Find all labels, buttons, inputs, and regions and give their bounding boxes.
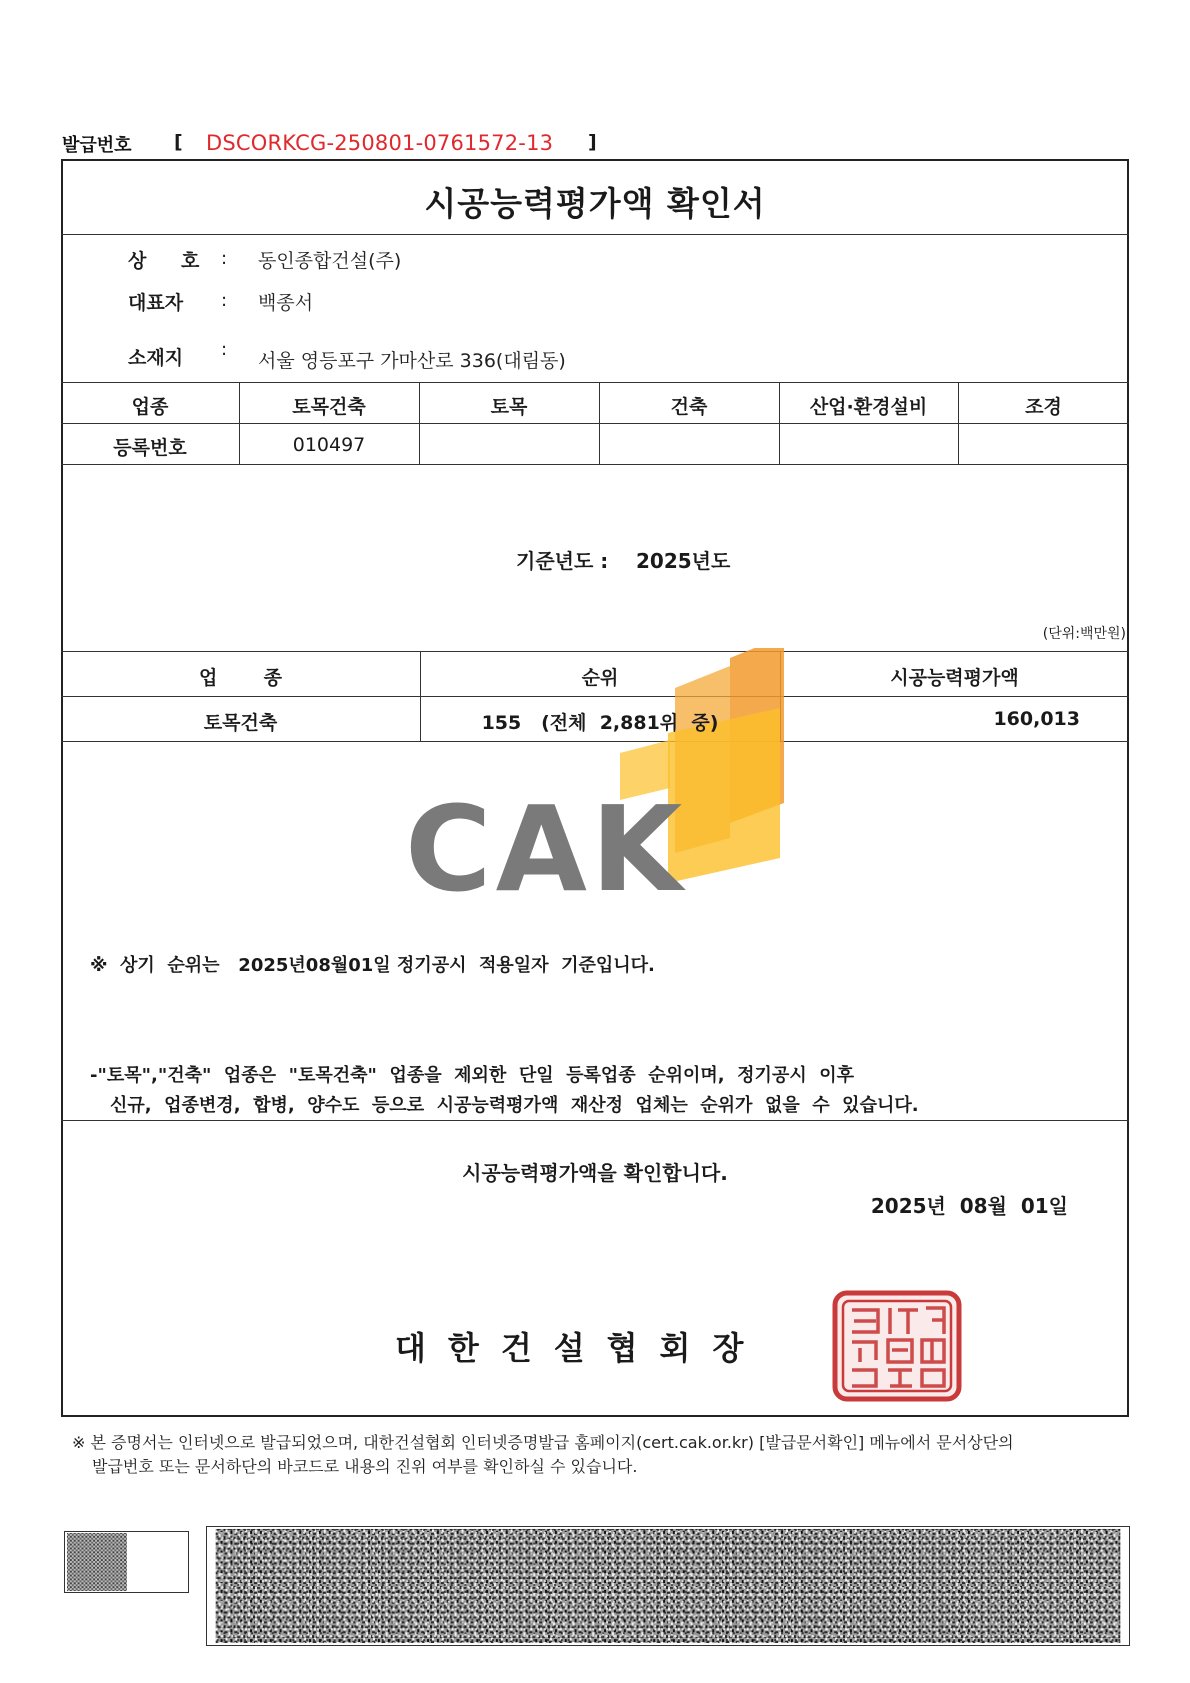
base-year-label: 기준년도 : xyxy=(516,549,609,573)
reg-header-civil: 토목 xyxy=(490,396,528,418)
note-rank-basis: ※ 상기 순위는 2025년08월01일 정기공시 적용일자 기준입니다. xyxy=(90,955,655,976)
confirmation-text: 시공능력평가액을 확인합니다. xyxy=(462,1161,728,1185)
rule-title-bottom xyxy=(61,234,1129,235)
address-value: 서울 영등포구 가마산로 336(대림동) xyxy=(258,350,566,372)
representative-value: 백종서 xyxy=(258,292,314,314)
colon: : xyxy=(221,248,228,269)
official-seal xyxy=(832,1290,962,1402)
issuer-name: 대한건설협회장 xyxy=(395,1329,766,1367)
eval-row-industry: 토목건축 xyxy=(203,712,278,734)
representative-label: 대표자 xyxy=(128,292,184,314)
note-single-industry-line1: -"토목","건축" 업종은 "토목건축" 업종을 제외한 단일 등록업종 순위이며, 정기공시 이후 xyxy=(90,1065,855,1086)
rule-notes-bottom xyxy=(61,1120,1129,1121)
eval-row-rank: 155 (전체 2,881위 중) xyxy=(481,712,719,734)
issue-date: 2025년 08월 01일 xyxy=(870,1194,1068,1218)
issue-number-label: 발급번호 xyxy=(62,135,132,156)
document-title: 시공능력평가액 확인서 xyxy=(424,184,766,223)
footer-note-line2: 발급번호 또는 문서하단의 바코드로 내용의 진위 여부를 확인하실 수 있습니다. xyxy=(92,1457,638,1476)
reg-number-civil-architecture: 010497 xyxy=(292,434,366,456)
company-name-value: 동인종합건설(주) xyxy=(258,250,402,272)
small-2d-barcode xyxy=(64,1531,189,1593)
issue-bracket-open: [ xyxy=(174,131,183,153)
rule-reg-table-bottom xyxy=(61,464,1129,465)
issue-bracket-close: ] xyxy=(588,131,597,153)
cak-logo-text: CAK xyxy=(405,780,687,918)
company-name-label: 상 호 xyxy=(128,250,214,272)
rule-reg-header-bottom xyxy=(61,423,1129,424)
address-label: 소재지 xyxy=(128,347,184,369)
reg-header-industry: 업종 xyxy=(131,396,169,418)
reg-header-landscape: 조경 xyxy=(1025,396,1062,418)
issue-number: DSCORKCG-250801-0761572-13 xyxy=(206,131,554,155)
eval-header-amount: 시공능력평가액 xyxy=(890,667,1019,689)
colon: : xyxy=(221,339,228,360)
footer-note-line1: ※ 본 증명서는 인터넷으로 발급되었으며, 대한건설협회 인터넷증명발급 홈페이지(cert.cak.or.kr) [발급문서확인] 메뉴에서 문서상단의 xyxy=(72,1433,1014,1452)
large-2d-barcode xyxy=(206,1526,1130,1646)
reg-row-label: 등록번호 xyxy=(113,437,187,459)
eval-header-industry: 업 종 xyxy=(198,667,282,689)
unit-note: (단위:백만원) xyxy=(1042,626,1126,642)
eval-header-rank: 순위 xyxy=(581,667,619,689)
colon: : xyxy=(221,290,228,311)
reg-header-architecture: 건축 xyxy=(670,396,708,418)
reg-header-industrial-env: 산업·환경설비 xyxy=(809,396,928,418)
note-single-industry-line2: 신규, 업종변경, 합병, 양수도 등으로 시공능력평가액 재산정 업체는 순위가 없을 수 있습니다. xyxy=(110,1095,919,1116)
base-year-value: 2025년도 xyxy=(636,549,731,573)
reg-header-civil-architecture: 토목건축 xyxy=(292,396,366,418)
rule-info-bottom xyxy=(61,382,1129,383)
eval-row-amount: 160,013 xyxy=(993,708,1080,730)
